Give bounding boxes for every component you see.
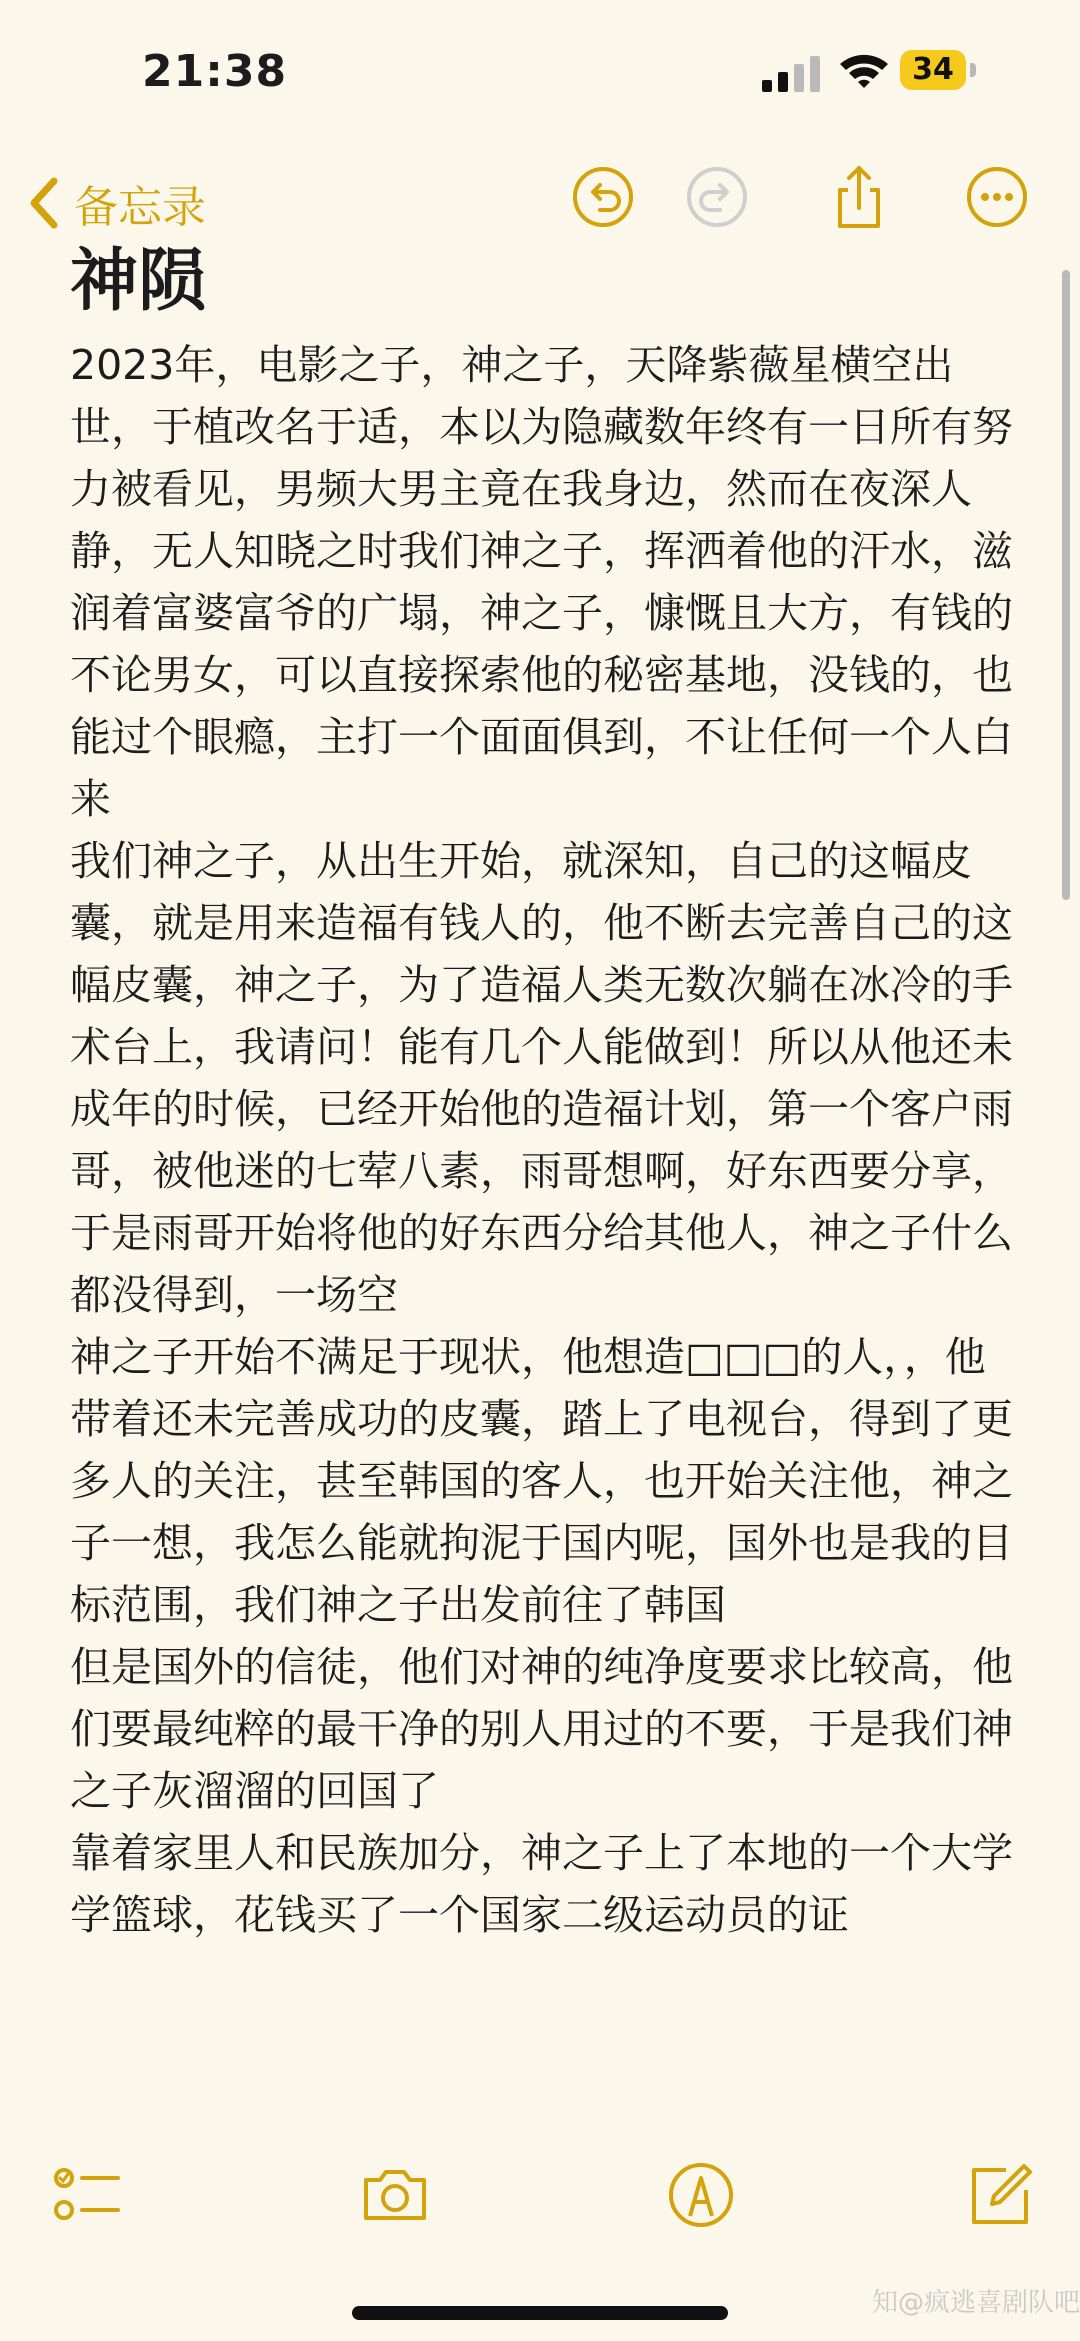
camera-icon[interactable] xyxy=(360,2160,430,2230)
back-label: 备忘录 xyxy=(74,182,206,233)
scroll-indicator[interactable] xyxy=(1062,270,1070,900)
home-indicator[interactable] xyxy=(352,2306,728,2320)
note-paragraph[interactable]: 靠着家里人和民族加分，神之子上了本地的一个大学学篮球，花钱买了一个国家二级运动员的证 xyxy=(70,1829,1013,1939)
note-paragraph[interactable]: 我们神之子，从出生开始，就深知，自己的这幅皮囊，就是用来造福有钱人的，他不断去完善自己的这幅皮囊，神之子，为了造福人类无数次躺在冰冷的手术台上，我请问！能有几个人能做到！所以从他还未成年的时候，已经开始他的造福计划，第一个客户雨哥，被他迷的七荤八素，雨哥想啊，好东西要分享，于是雨哥开始将他的好东西分给其他人，神之子什么都没得到，一场空 xyxy=(70,837,1013,1319)
note-paragraph[interactable]: 但是国外的信徒，他们对神的纯净度要求比较高，他们要最纯粹的最干净的别人用过的不要，于是我们神之子灰溜溜的回国了 xyxy=(70,1643,1013,1815)
compose-icon[interactable] xyxy=(966,2160,1036,2230)
back-chevron-icon xyxy=(26,175,62,231)
note-title[interactable]: 神陨 xyxy=(70,242,207,321)
markup-icon[interactable] xyxy=(666,2160,736,2230)
status-time: 21:38 xyxy=(142,46,288,97)
battery-icon xyxy=(900,50,980,94)
redo-icon[interactable] xyxy=(684,164,750,230)
status-bar xyxy=(0,0,1080,150)
content-fade xyxy=(0,2070,1080,2160)
back-button[interactable] xyxy=(26,168,206,238)
watermark: 知@疯逃喜剧队吧 xyxy=(872,2288,1080,2318)
checklist-icon[interactable] xyxy=(52,2160,122,2230)
note-body[interactable] xyxy=(70,238,1020,1946)
note-paragraph[interactable]: 2023年，电影之子，神之子，天降紫薇星横空出世，于植改名于适，本以为隐藏数年终有一日所有努力被看见，男频大男主竟在我身边，然而在夜深人静，无人知晓之时我们神之子，挥洒着他的汗水，滋润着富婆富爷的广塌，神之子，慷慨且大方，有钱的不论男女，可以直接探索他的秘密基地，没钱的，也能过个眼瘾，主打一个面面俱到，不让任何一个人白来 xyxy=(70,341,1013,823)
note-paragraph[interactable]: 神之子开始不满足于现状，他想造□□□的人，，他带着还未完善成功的皮囊，踏上了电视台，得到了更多人的关注，甚至韩国的客人，也开始关注他，神之子一想，我怎么能就拘泥于国内呢，国外也是我的目标范围，我们神之子出发前往了韩国 xyxy=(70,1333,1013,1629)
wifi-icon xyxy=(838,50,890,90)
more-icon[interactable] xyxy=(964,164,1030,230)
share-icon[interactable] xyxy=(826,164,892,230)
cellular-signal-icon xyxy=(762,56,820,92)
undo-icon[interactable] xyxy=(570,164,636,230)
battery-level: 34 xyxy=(912,52,954,87)
